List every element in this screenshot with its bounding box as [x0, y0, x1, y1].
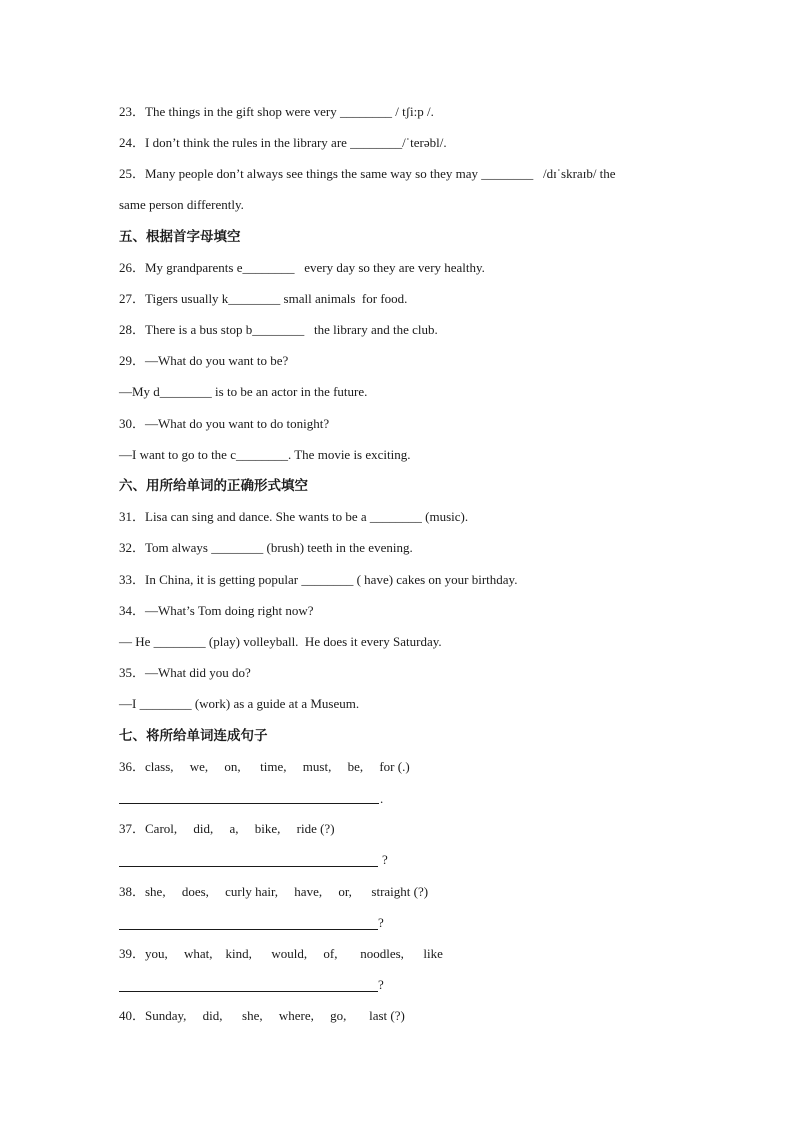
question-23: 23．The things in the gift shop were very ________ / tʃi:p /.: [119, 104, 434, 119]
question-25: 25．Many people don’t always see things the same way so they may ________ /dɪˈskraɪb/ the: [119, 166, 616, 181]
question-30: 30．—What do you want to do tonight?: [119, 416, 330, 431]
question-32: 32．Tom always ________ (brush) teeth in the evening.: [119, 540, 413, 555]
question-35-answer: —I ________ (work) as a guide at a Museum.: [119, 696, 360, 711]
question-29: 29．—What do you want to be?: [119, 353, 289, 368]
question-40: 40．Sunday, did, she, where, go, last (?): [119, 1008, 405, 1023]
question-29-answer: —My d________ is to be an actor in the future.: [119, 384, 368, 399]
answer-38-end: ?: [378, 915, 384, 930]
question-37: 37．Carol, did, a, bike, ride (?): [119, 821, 335, 836]
answer-line-37: [119, 866, 378, 867]
answer-line-38: [119, 929, 378, 930]
question-38: 38．she, does, curly hair, have, or, straight (?): [119, 884, 429, 899]
question-35: 35．—What did you do?: [119, 665, 251, 680]
question-36: 36．class, we, on, time, must, be, for (.): [119, 759, 410, 774]
question-27: 27．Tigers usually k________ small animals for food.: [119, 291, 408, 306]
question-39: 39．you, what, kind, would, of, noodles, like: [119, 946, 443, 961]
question-26: 26．My grandparents e________ every day so they are very healthy.: [119, 260, 485, 275]
answer-39-end: ?: [378, 977, 384, 992]
section-7-heading: 七、将所给单词连成句子: [119, 728, 268, 744]
question-24: 24．I don’t think the rules in the library are ________/ˈterəbl/.: [119, 135, 447, 150]
answer-line-39: [119, 991, 378, 992]
question-33: 33．In China, it is getting popular ________ ( have) cakes on your birthday.: [119, 572, 518, 587]
question-31: 31．Lisa can sing and dance. She wants to be a ________ (music).: [119, 509, 469, 524]
question-30-answer: —I want to go to the c________. The movie is exciting.: [119, 447, 411, 462]
question-25-continued: same person differently.: [119, 197, 244, 212]
answer-37-end: ?: [382, 852, 388, 867]
question-34-answer: — He ________ (play) volleyball. He does it every Saturday.: [119, 634, 442, 649]
section-6-heading: 六、用所给单词的正确形式填空: [119, 478, 308, 494]
question-28: 28．There is a bus stop b________ the library and the club.: [119, 322, 438, 337]
section-5-heading: 五、根据首字母填空: [119, 229, 241, 245]
answer-36-end: .: [380, 791, 384, 806]
question-34: 34．—What’s Tom doing right now?: [119, 603, 314, 618]
answer-line-36: [119, 803, 379, 804]
